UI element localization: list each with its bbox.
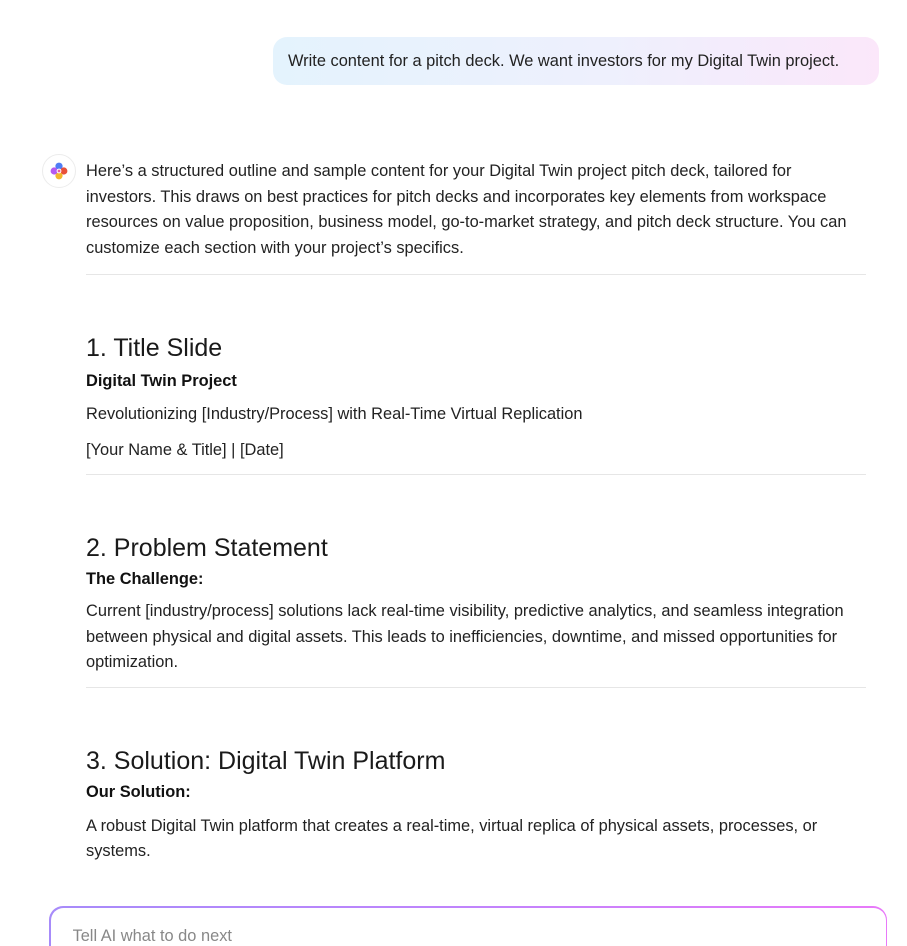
section-bold-label: Digital Twin Project [86, 372, 237, 390]
prompt-box [49, 906, 887, 946]
section-heading: 3. Solution: Digital Twin Platform [86, 746, 446, 775]
section-line: [Your Name & Title] | [Date] [86, 440, 284, 459]
divider [86, 474, 866, 475]
ai-prompt-input[interactable] [73, 927, 833, 946]
user-message-text: Write content for a pitch deck. We want investors for my Digital Twin project. [288, 51, 840, 70]
section-paragraph: Current [industry/process] solutions lack real-time visibility, predictive analytics, and seamless integration between physical and digital assets. This leads to inefficiencies, downtime, and missed opportunities for optimization. [86, 602, 844, 671]
prompt-inner [51, 908, 886, 946]
section-problem-statement [86, 533, 866, 676]
section-title-slide [86, 333, 866, 463]
section-solution [86, 746, 866, 865]
response-intro: Here’s a structured outline and sample content for your Digital Twin project pitch deck, tailored for investors. This draws on best practices for pitch decks and incorporates key elements from workspace resources on value proposition, business model, go-to-market strategy, and pitch deck structure. You can customize each section with your project’s specifics. [86, 162, 847, 257]
section-heading: 2. Problem Statement [86, 534, 328, 562]
ai-flower-icon [42, 154, 76, 188]
assistant-response [86, 159, 866, 865]
section-heading: 1. Title Slide [86, 334, 223, 362]
section-bold-label: Our Solution: [86, 782, 191, 801]
section-bold-label: The Challenge: [86, 570, 204, 588]
divider [86, 274, 866, 275]
section-paragraph: A robust Digital Twin platform that creates a real-time, virtual replica of physical assets, processes, or systems. [86, 816, 818, 860]
user-message-bubble [273, 37, 879, 85]
divider [86, 687, 866, 688]
section-line: Revolutionizing [Industry/Process] with Real-Time Virtual Replication [86, 405, 583, 423]
